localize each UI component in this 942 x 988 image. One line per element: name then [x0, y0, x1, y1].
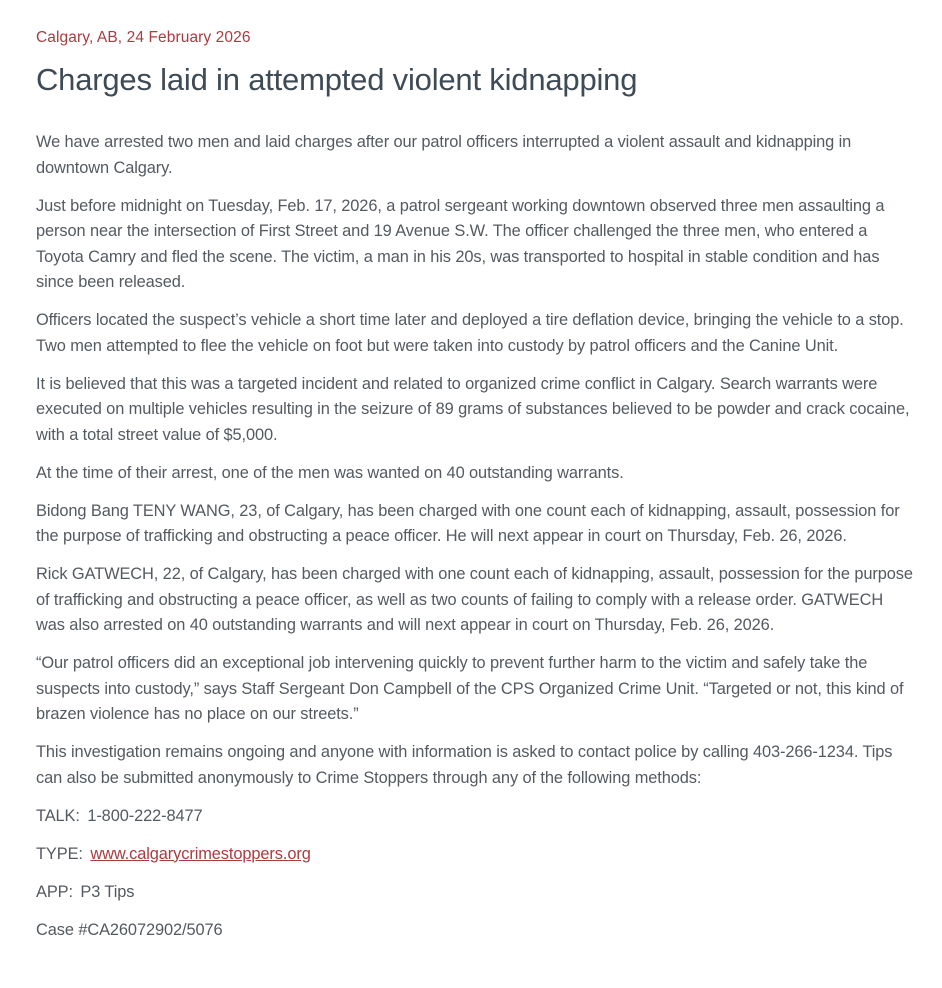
dateline: Calgary, AB, 24 February 2026	[36, 29, 251, 46]
tip-talk-label: TALK:	[36, 806, 80, 825]
tip-line-type	[36, 842, 916, 868]
tip-talk-value: 1-800-222-8477	[87, 806, 203, 825]
tip-app-label: APP:	[36, 882, 73, 901]
paragraph-warrants: At the time of their arrest, one of the men was wanted on 40 outstanding warrants.	[36, 463, 624, 482]
paragraph-seizure: It is believed that this was a targeted incident and related to organized crime conflict in Calgary. Search warrants were executed on multiple vehicles resulting in the seizure of 89 grams of substances believed to be powder and crack cocaine, with a total street value of $5,000.	[36, 374, 910, 444]
paragraph-contact: This investigation remains ongoing and anyone with information is asked to contact police by calling 403-266-1234. Tips can also be submitted anonymously to Crime Stoppers through any of the following methods:	[36, 743, 893, 787]
paragraph-accused-gatwech: Rick GATWECH, 22, of Calgary, has been charged with one count each of kidnapping, assault, possession for the purpose of trafficking and obstructing a peace officer, as well as two counts of failing to comply with a release order. GATWECH was also arrested on 40 outstanding warrants and will next appear in court on Thursday, Feb. 26, 2026.	[36, 565, 913, 634]
case-number: Case #CA26072902/5076	[36, 920, 223, 939]
page-title: Charges laid in attempted violent kidnapping	[36, 62, 638, 97]
crimestoppers-link[interactable]: www.calgarycrimestoppers.org	[90, 844, 311, 863]
paragraph-accused-wang: Bidong Bang TENY WANG, 23, of Calgary, has been charged with one count each of kidnapping, assault, possession for the purpose of trafficking and obstructing a peace officer. He will next appear in court on Thursday, Feb. 26, 2026.	[36, 501, 900, 545]
paragraph-pursuit: Officers located the suspect’s vehicle a short time later and deployed a tire deflation device, bringing the vehicle to a stop. Two men attempted to flee the vehicle on foot but were taken into custody by patrol officers and the Canine Unit.	[36, 311, 904, 355]
tip-line-app	[36, 880, 916, 906]
tip-app-value: P3 Tips	[80, 882, 135, 901]
tip-type-label: TYPE:	[36, 844, 83, 863]
paragraph-intro: We have arrested two men and laid charges after our patrol officers interrupted a violent assault and kidnapping in downtown Calgary.	[36, 133, 852, 177]
article-body	[36, 130, 916, 943]
paragraph-incident: Just before midnight on Tuesday, Feb. 17, 2026, a patrol sergeant working downtown observed three men assaulting a person near the intersection of First Street and 19 Avenue S.W. The officer challenged the three men, who entered a Toyota Camry and fled the scene. The victim, a man in his 20s, was transported to hospital in stable condition and has since been released.	[36, 196, 885, 291]
tip-line-talk	[36, 804, 916, 830]
paragraph-quote: “Our patrol officers did an exceptional job intervening quickly to prevent further harm to the victim and safely take the suspects into custody,” says Staff Sergeant Don Campbell of the CPS Organized Crime Unit. “Targeted or not, this kind of brazen violence has no place on our streets.”	[36, 654, 904, 723]
